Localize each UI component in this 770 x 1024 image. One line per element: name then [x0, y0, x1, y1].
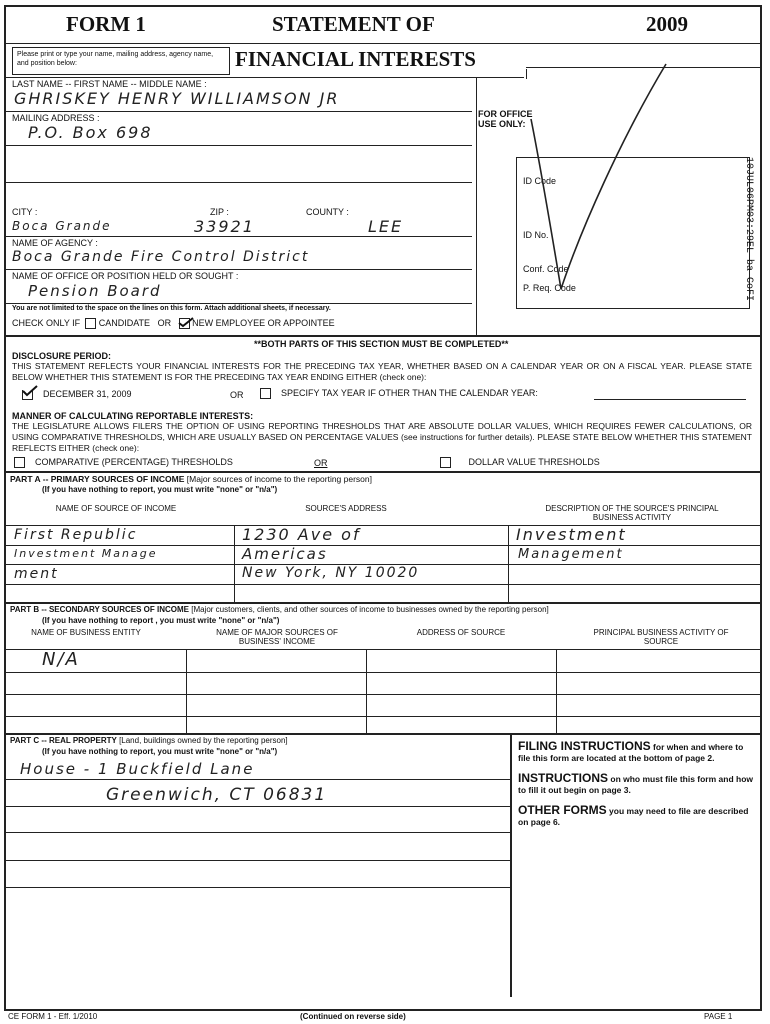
- part-a-r2-desc[interactable]: Management: [518, 547, 624, 562]
- dollar-row: [440, 457, 600, 468]
- candidate-label: CANDIDATE: [98, 318, 151, 328]
- part-a-r1-desc[interactable]: Investment: [516, 525, 627, 544]
- office-use-title: FOR OFFICE USE ONLY:: [478, 109, 533, 129]
- specify-checkbox[interactable]: [260, 388, 271, 399]
- disclosure-period-text: THIS STATEMENT REFLECTS YOUR FINANCIAL INTERESTS FOR THE PRECEDING TAX YEAR, WHETHER BASED ON A CALENDAR YEAR OR ON A FISCAL YEAR. PLEASE STATE BELOW WHETHER THIS STATEMENT IS FOR THE PRECEDING TAX YEAR ENDING EITHER (check one):: [12, 361, 752, 382]
- part-a-r3-address[interactable]: New York, NY 10020: [242, 565, 420, 581]
- address-label: MAILING ADDRESS :: [12, 113, 100, 123]
- form-number: FORM 1: [66, 12, 146, 36]
- instr-text: file this form and how to fill it out begin on page 3.: [518, 774, 754, 795]
- name-value[interactable]: GHRISKEY HENRY WILLIAMSON JR: [14, 89, 340, 108]
- dec31-label: DECEMBER 31, 2009: [43, 389, 132, 399]
- footer-right: PAGE 1: [704, 1012, 733, 1021]
- dec31-checkbox[interactable]: [22, 390, 33, 400]
- space-note: You are not limited to the space on the lines on this form. Attach additional sheets, if necessary.: [12, 305, 331, 312]
- part-c-title-row: [10, 736, 288, 745]
- receipt-stamp: [742, 157, 756, 327]
- dollar-checkbox[interactable]: [440, 457, 451, 468]
- disclosure-period-title: DISCLOSURE PERIOD:: [12, 351, 112, 361]
- other-forms-block: [518, 805, 756, 828]
- zip-value[interactable]: 33921: [194, 217, 255, 236]
- specify-label: SPECIFY TAX YEAR IF OTHER THAN THE CALENDAR YEAR:: [281, 388, 538, 398]
- form-year: 2009: [646, 12, 688, 36]
- comparative-checkbox[interactable]: [14, 457, 25, 468]
- or-label: OR: [157, 318, 172, 328]
- part-a-col3: DESCRIPTION OF THE SOURCE'S PRINCIPAL BUSINESS ACTIVITY: [545, 504, 719, 522]
- comparative-row: [14, 457, 233, 468]
- specify-line[interactable]: [594, 399, 746, 400]
- id-no-label: ID No.: [523, 230, 549, 240]
- part-c-line1[interactable]: House - 1 Buckfield Lane: [20, 760, 255, 778]
- city-label: CITY :: [12, 207, 38, 217]
- manner-or: OR: [314, 458, 328, 468]
- position-label: NAME OF OFFICE OR POSITION HELD OR SOUGHT :: [12, 271, 239, 281]
- other-on: you may need: [609, 806, 666, 816]
- dollar-label: DOLLAR VALUE THRESHOLDS: [468, 457, 600, 467]
- instructions-panel: [518, 741, 756, 828]
- filing-text: when and where to file this form are located at the bottom of page 2.: [518, 742, 744, 763]
- both-parts-note: **BOTH PARTS OF THIS SECTION MUST BE COMPLETED**: [254, 339, 509, 349]
- id-code-label: ID Code: [523, 176, 557, 186]
- part-b-subtitle: (If you have nothing to report , you must write "none" or "n/a"): [42, 616, 280, 625]
- part-a-title-row: [10, 474, 372, 484]
- county-value[interactable]: LEE: [368, 217, 404, 236]
- form-1-page: [4, 5, 762, 1011]
- part-b-col1: NAME OF BUSINESS ENTITY: [31, 628, 141, 637]
- check-mark-icon: [22, 385, 38, 397]
- part-c-line2[interactable]: Greenwich, CT 06831: [106, 785, 328, 805]
- manner-text: THE LEGISLATURE ALLOWS FILERS THE OPTION OF USING REPORTING THRESHOLDS THAT ARE ABSOLUTE DOLLAR VALUES, WHICH REQUIRES FEWER CALCULATIONS, OR USING COMPARATIVE THRESHOLDS, WHICH ARE USUALLY BASED ON PERCENTAGE VALUES (see instructions for further details). PLEASE STATE BELOW WHETHER THIS STATEMENT REFLECTS EITHER (check one):: [12, 421, 752, 453]
- period-choice-row: [22, 389, 132, 400]
- footer-center: (Continued on reverse side): [300, 1012, 406, 1021]
- other-text: to file are described on page 6.: [518, 806, 749, 827]
- manner-title: MANNER OF CALCULATING REPORTABLE INTERESTS:: [12, 411, 254, 421]
- new-employee-label: NEW EMPLOYEE OR APPOINTEE: [192, 318, 335, 328]
- part-a-col1: NAME OF SOURCE OF INCOME: [55, 504, 177, 513]
- check-only-if-label: CHECK ONLY IF: [12, 318, 81, 328]
- filing-title: FILING INSTRUCTIONS: [518, 739, 651, 753]
- part-b-title-row: [10, 605, 549, 614]
- comparative-label: COMPARATIVE (PERCENTAGE) THRESHOLDS: [35, 457, 233, 467]
- conf-code-label: Conf. Code: [523, 264, 569, 274]
- check-mark-icon: [178, 316, 194, 328]
- candidate-checkbox[interactable]: [85, 318, 96, 329]
- instructions-block: [518, 773, 756, 796]
- check-only-if-row: [12, 318, 335, 329]
- address-value[interactable]: P.O. Box 698: [28, 123, 153, 142]
- city-value[interactable]: Boca Grande: [12, 219, 112, 233]
- p-req-code-label: P. Req. Code: [523, 283, 576, 293]
- part-a-title: PART A -- PRIMARY SOURCES OF INCOME: [10, 474, 185, 484]
- part-c-title: PART C -- REAL PROPERTY: [10, 736, 117, 745]
- other-title: OTHER FORMS: [518, 803, 607, 817]
- form-title-line2: FINANCIAL INTERESTS: [235, 47, 476, 71]
- part-b-title: PART B -- SECONDARY SOURCES OF INCOME: [10, 605, 189, 614]
- specify-row: [260, 388, 538, 399]
- county-label: COUNTY :: [306, 207, 349, 217]
- part-b-col2: NAME OF MAJOR SOURCES OF BUSINESS' INCOME: [216, 628, 338, 646]
- part-b-entry[interactable]: N/A: [42, 649, 80, 670]
- part-a-r1-address[interactable]: 1230 Ave of: [242, 525, 361, 544]
- footer-left: CE FORM 1 - Eff. 1/2010: [8, 1012, 98, 1021]
- agency-label: NAME OF AGENCY :: [12, 238, 98, 248]
- part-a-r1-name[interactable]: First Republic: [14, 527, 138, 543]
- new-employee-checkbox[interactable]: [179, 318, 190, 329]
- part-a-r2-address[interactable]: Americas: [242, 545, 328, 563]
- name-label: LAST NAME -- FIRST NAME -- MIDDLE NAME :: [12, 79, 207, 89]
- part-a-r2-name[interactable]: Investment Manage: [14, 547, 158, 560]
- signature-check-icon: [511, 49, 681, 299]
- part-c-subtitle: (If you have nothing to report, you must write "none" or "n/a"): [42, 747, 278, 756]
- position-value[interactable]: Pension Board: [28, 282, 162, 300]
- part-a-col2: SOURCE'S ADDRESS: [305, 504, 387, 513]
- part-c-title-note: [Land, buildings owned by the reporting person]: [119, 736, 288, 745]
- filing-for: for: [653, 742, 665, 752]
- agency-value[interactable]: Boca Grande Fire Control District: [12, 249, 310, 265]
- zip-label: ZIP :: [210, 207, 229, 217]
- form-title-line1: STATEMENT OF: [272, 12, 435, 36]
- instr-title: INSTRUCTIONS: [518, 771, 608, 785]
- part-a-subtitle: (If you have nothing to report, you must write "none" or "n/a"): [42, 485, 278, 494]
- part-b-col3: ADDRESS OF SOURCE: [416, 628, 506, 637]
- receipt-stamp-text: 10JUL06PM03:29EL ba CoFI: [743, 157, 754, 302]
- part-b-col4: PRINCIPAL BUSINESS ACTIVITY OF SOURCE: [593, 628, 729, 646]
- filing-instructions: [518, 741, 756, 764]
- part-b-title-note: [Major customers, clients, and other sources of income to businesses owned by the reporting person]: [191, 605, 549, 614]
- instr-on: on who must: [610, 774, 663, 784]
- print-instruction: Please print or type your name, mailing address, agency name, and position below:: [12, 47, 230, 75]
- part-a-r3-name[interactable]: ment: [14, 566, 59, 582]
- part-a-title-note: [Major sources of income to the reporting person]: [186, 474, 372, 484]
- period-or: OR: [230, 390, 244, 400]
